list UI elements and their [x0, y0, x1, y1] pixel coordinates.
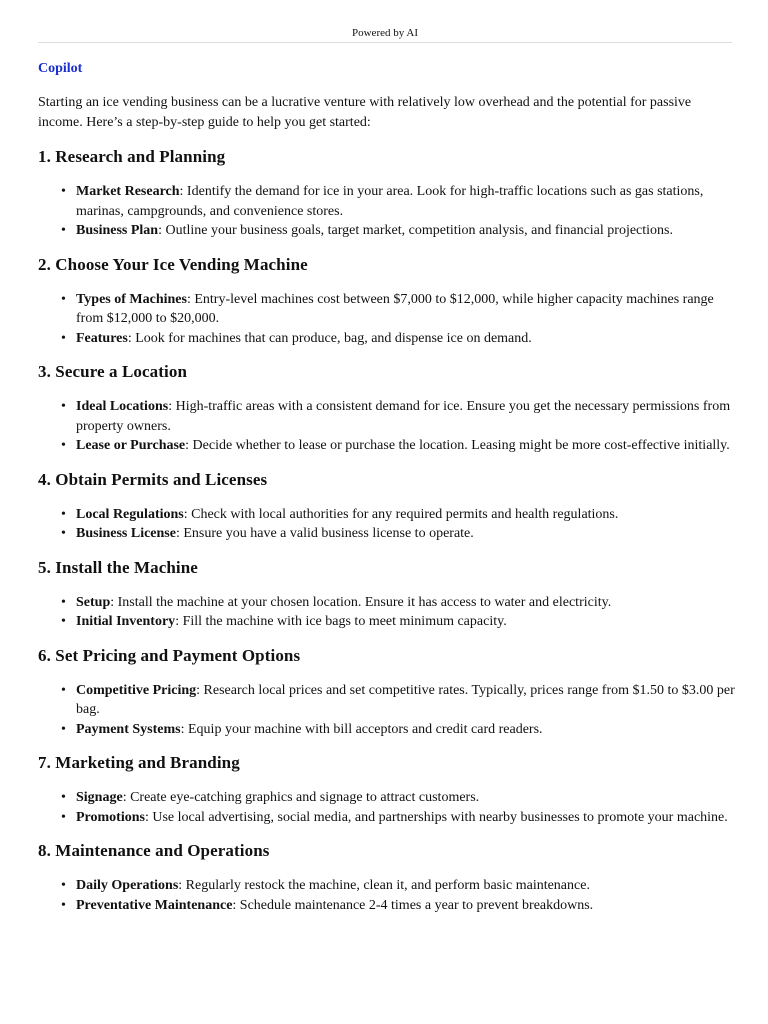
list-item — [38, 876, 738, 896]
item-term: Competitive Pricing — [76, 682, 197, 698]
bullet-dot-icon: • — [61, 721, 66, 737]
item-text: : Equip your machine with bill acceptors and credit card readers. — [180, 721, 543, 737]
bullet-dot-icon: • — [61, 506, 66, 522]
bullet-dot-icon: • — [61, 223, 66, 238]
item-term: Signage — [76, 790, 123, 805]
section-heading: 6. Set Pricing and Payment Options — [38, 645, 301, 665]
section-heading: 4. Obtain Permits and Licenses — [38, 469, 268, 489]
bullet-dot-icon: • — [61, 399, 66, 414]
item-text: : Decide whether to lease or purchase the location. Leasing might be more cost-effective initially. — [185, 438, 730, 453]
bullet-dot-icon: • — [61, 790, 66, 805]
item-text: : Check with local authorities for any required permits and health regulations. — [183, 506, 619, 522]
item-term: Business Plan — [76, 223, 159, 238]
section-heading: 1. Research and Planning — [38, 147, 226, 166]
bullet-dot-icon: • — [61, 184, 66, 199]
item-text: : Regularly restock the machine, clean it, and perform basic maintenance. — [178, 878, 590, 893]
bullet-dot-icon: • — [61, 614, 66, 629]
item-text: : Outline your business goals, target market, competition analysis, and financial projections. — [158, 223, 673, 238]
item-text: : Schedule maintenance 2-4 times a year to prevent breakdowns. — [232, 897, 594, 913]
bullet-list — [38, 788, 738, 827]
bullet-list — [38, 182, 738, 241]
section-heading: 2. Choose Your Ice Vending Machine — [38, 254, 308, 274]
list-item — [38, 720, 738, 740]
bullet-list — [38, 681, 738, 740]
list-item — [38, 681, 738, 720]
header-title: Powered by AI — [352, 27, 418, 39]
bullet-dot-icon: • — [61, 438, 66, 453]
list-item — [38, 612, 738, 632]
bullet-dot-icon: • — [61, 682, 66, 698]
guide-section — [38, 361, 738, 456]
section-heading: 8. Maintenance and Operations — [38, 841, 270, 860]
brand-name: Copilot — [38, 61, 83, 76]
list-item — [38, 524, 738, 544]
list-item — [38, 896, 738, 916]
item-text: : Fill the machine with ice bags to meet minimum capacity. — [175, 614, 507, 629]
section-heading: 3. Secure a Location — [38, 362, 188, 381]
guide-section — [38, 645, 738, 740]
bullet-dot-icon: • — [61, 897, 66, 913]
bullet-list — [38, 505, 738, 544]
bullet-list — [38, 876, 738, 915]
list-item — [38, 593, 738, 613]
bullet-dot-icon: • — [61, 330, 66, 346]
item-text: : Install the machine at your chosen location. Ensure it has access to water and electricity. — [110, 594, 612, 610]
item-term: Daily Operations — [76, 878, 179, 893]
item-text: : Entry-level machines cost between $7,000 to $12,000, while higher capacity machines range from $12,000 to $20,000. — [76, 291, 714, 326]
guide-section — [38, 557, 738, 632]
guide-section — [38, 840, 738, 915]
guide-sections — [38, 146, 738, 915]
bullet-dot-icon: • — [61, 594, 66, 610]
item-term: Market Research — [76, 184, 180, 199]
item-text: : Look for machines that can produce, bag, and dispense ice on demand. — [127, 330, 532, 346]
list-item — [38, 182, 738, 221]
item-term: Local Regulations — [76, 506, 184, 522]
guide-section — [38, 146, 738, 241]
item-term: Lease or Purchase — [76, 438, 186, 453]
item-term: Ideal Locations — [76, 399, 169, 414]
item-text: : High-traffic areas with a consistent demand for ice. Ensure you get the necessary permissions from property owners. — [76, 399, 731, 434]
list-item — [38, 397, 738, 436]
list-item — [38, 788, 738, 808]
list-item — [38, 290, 738, 329]
guide-section — [38, 469, 738, 544]
section-heading: 7. Marketing and Branding — [38, 753, 240, 772]
list-item — [38, 808, 738, 828]
item-term: Business License — [76, 526, 176, 541]
item-text: : Ensure you have a valid business license to operate. — [175, 526, 474, 541]
bullet-list — [38, 290, 738, 349]
list-item — [38, 221, 738, 241]
list-item — [38, 329, 738, 349]
response-content — [38, 59, 738, 928]
bullet-dot-icon: • — [61, 878, 66, 893]
item-text: : Use local advertising, social media, and partnerships with nearby businesses to promote your machine. — [144, 809, 728, 825]
bullet-dot-icon: • — [61, 526, 66, 541]
guide-section — [38, 254, 738, 349]
item-term: Payment Systems — [76, 721, 181, 737]
item-term: Promotions — [76, 809, 145, 825]
item-term: Types of Machines — [76, 291, 187, 307]
bullet-dot-icon: • — [61, 291, 66, 307]
page-header — [38, 0, 732, 43]
list-item — [38, 505, 738, 525]
intro-paragraph: Starting an ice vending business can be a lucrative venture with relatively low overhead and the potential for passive income. Here’s a step-by-step guide to help you get started: — [38, 95, 692, 130]
guide-section — [38, 752, 738, 827]
item-text: : Create eye-catching graphics and signage to attract customers. — [122, 790, 480, 805]
bullet-dot-icon: • — [61, 809, 66, 825]
list-item — [38, 436, 738, 456]
item-term: Preventative Maintenance — [76, 897, 233, 913]
item-term: Initial Inventory — [76, 614, 176, 629]
item-term: Setup — [76, 594, 111, 610]
bullet-list — [38, 593, 738, 632]
section-heading: 5. Install the Machine — [38, 557, 198, 577]
bullet-list — [38, 397, 738, 456]
item-text: : Research local prices and set competitive rates. Typically, prices range from $1.50 to $3.00 per bag. — [76, 682, 735, 717]
item-text: : Identify the demand for ice in your area. Look for high-traffic locations such as gas stations, marinas, campgrounds, and convenience stores. — [76, 184, 704, 219]
item-term: Features — [76, 330, 128, 346]
